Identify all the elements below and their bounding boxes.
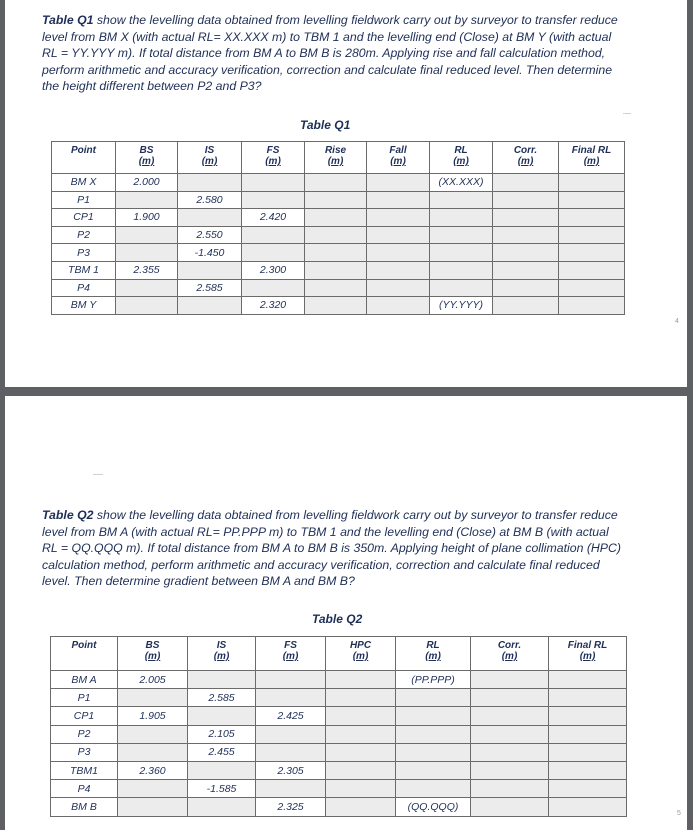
table-row (52, 209, 625, 227)
column-header-title: Rise (324, 145, 347, 156)
table-cell (305, 244, 367, 262)
table-cell (188, 671, 256, 689)
table-cell (471, 798, 549, 816)
table-cell (256, 725, 326, 743)
table-cell (367, 244, 430, 262)
table-cell: TBM1 (51, 761, 118, 779)
column-header (118, 637, 188, 671)
table-cell: 1.905 (118, 707, 188, 725)
question-1-label: Table Q1 (42, 13, 94, 27)
column-header-unit: (m) (201, 156, 218, 167)
column-header-title: Point (71, 145, 96, 156)
table-cell (242, 226, 305, 244)
page-mark (93, 474, 103, 475)
table-cell (305, 261, 367, 279)
table-row (52, 297, 625, 315)
table-cell (305, 226, 367, 244)
question-2-label: Table Q2 (42, 508, 94, 522)
table-cell (116, 226, 178, 244)
column-header-unit: (m) (453, 156, 469, 167)
table-row (52, 226, 625, 244)
table-cell: (QQ.QQQ) (396, 798, 471, 816)
table-cell (305, 191, 367, 209)
table-cell: P1 (52, 191, 116, 209)
column-header-title: FS (266, 145, 280, 156)
question-1-text: show the levelling data obtained from levelling fieldwork carry out by surveyor to transfer reduce level from BM X (with actual RL= XX.XXX m) to TBM 1 and the levelling end (Close) at BM Y (with actual RL = YY.YYY m). If total distance from BM A to BM B is 280m. Applying rise and fall calculation method, perform arithmetic and accuracy verification, correction and calculate final reduced level. Then determine the height different between P2 and P3? (42, 13, 618, 93)
column-header (493, 142, 559, 174)
column-header-unit: (m) (390, 156, 406, 167)
table-cell (178, 297, 242, 315)
table-cell (326, 707, 396, 725)
table-cell (178, 261, 242, 279)
table-cell (396, 707, 471, 725)
table-cell (116, 297, 178, 315)
column-header (188, 637, 256, 671)
column-header-title: RL (454, 145, 468, 156)
column-header (430, 142, 493, 174)
page-number: 4 (675, 318, 679, 325)
table-cell: BM X (52, 174, 116, 192)
table-cell (326, 761, 396, 779)
table-cell (559, 174, 625, 192)
table-cell (367, 297, 430, 315)
table-cell (493, 174, 559, 192)
table-cell (559, 297, 625, 315)
table-cell (118, 725, 188, 743)
table-cell (116, 244, 178, 262)
table-cell: 1.900 (116, 209, 178, 227)
column-header-unit: (m) (425, 651, 441, 662)
table-cell: 2.000 (116, 174, 178, 192)
table-cell (471, 743, 549, 761)
table-q2 (50, 636, 627, 817)
table-cell (471, 725, 549, 743)
table-cell (242, 174, 305, 192)
table-cell (326, 671, 396, 689)
table-cell: TBM 1 (52, 261, 116, 279)
table-cell: P1 (51, 689, 118, 707)
table-cell (493, 279, 559, 297)
table-cell: 2.455 (188, 743, 256, 761)
table-cell (549, 743, 627, 761)
table-cell (396, 780, 471, 798)
column-header (256, 637, 326, 671)
table-cell (493, 261, 559, 279)
table-cell (367, 174, 430, 192)
table-cell (256, 689, 326, 707)
table-cell (188, 798, 256, 816)
column-header (549, 637, 627, 671)
table-cell (367, 191, 430, 209)
column-header-title: IS (216, 640, 227, 651)
table-cell (430, 279, 493, 297)
table-cell (326, 743, 396, 761)
document-page-2 (5, 396, 687, 830)
column-header-unit: (m) (517, 156, 534, 167)
table-cell: 2.585 (178, 279, 242, 297)
column-header-title: BS (145, 640, 160, 651)
table-cell (118, 798, 188, 816)
table-cell (471, 780, 549, 798)
column-header (367, 142, 430, 174)
table-cell (549, 725, 627, 743)
table-cell (549, 671, 627, 689)
table-cell (178, 174, 242, 192)
table-cell: BM B (51, 798, 118, 816)
column-header (326, 637, 396, 671)
table-cell (549, 780, 627, 798)
table-row (52, 244, 625, 262)
document-page-1 (5, 0, 687, 387)
question-2-paragraph (42, 507, 627, 590)
table-cell (471, 707, 549, 725)
table-cell: -1.585 (188, 780, 256, 798)
table-cell: 2.360 (118, 761, 188, 779)
column-header (305, 142, 367, 174)
table-cell (396, 761, 471, 779)
table-cell (471, 671, 549, 689)
table-cell (326, 725, 396, 743)
table-cell (118, 780, 188, 798)
table-row (51, 761, 627, 779)
table-cell: BM Y (52, 297, 116, 315)
column-header-unit: (m) (579, 651, 596, 662)
table-cell (430, 191, 493, 209)
table-row (52, 261, 625, 279)
column-header-unit: (m) (501, 651, 518, 662)
column-header-unit: (m) (583, 156, 600, 167)
table-cell (367, 209, 430, 227)
table-row (51, 743, 627, 761)
table-header-row (51, 637, 627, 671)
table-cell (305, 174, 367, 192)
table-cell (493, 226, 559, 244)
table-cell: 2.300 (242, 261, 305, 279)
table-row (51, 689, 627, 707)
table-cell (430, 209, 493, 227)
table-cell (559, 191, 625, 209)
column-header-unit: (m) (282, 651, 299, 662)
table-q1-caption: Table Q1 (300, 118, 351, 132)
table-cell: 2.420 (242, 209, 305, 227)
table-cell (326, 780, 396, 798)
table-cell (471, 689, 549, 707)
table-cell (493, 244, 559, 262)
table-cell (493, 297, 559, 315)
column-header (396, 637, 471, 671)
table-cell: P2 (51, 725, 118, 743)
table-cell (178, 209, 242, 227)
table-cell: 2.580 (178, 191, 242, 209)
table-cell (367, 261, 430, 279)
table-cell (493, 191, 559, 209)
table-row (52, 279, 625, 297)
table-cell: 2.355 (116, 261, 178, 279)
table-cell: CP1 (51, 707, 118, 725)
table-cell (549, 761, 627, 779)
page-number: 5 (677, 810, 681, 817)
column-header-unit: (m) (144, 651, 161, 662)
table-cell: (XX.XXX) (430, 174, 493, 192)
table-cell (118, 689, 188, 707)
column-header-title: RL (426, 640, 440, 651)
column-header (559, 142, 625, 174)
column-header-title: Final RL (571, 145, 612, 156)
column-header (471, 637, 549, 671)
column-header-unit: (m) (213, 651, 230, 662)
table-cell (559, 279, 625, 297)
table-cell (396, 689, 471, 707)
table-cell (396, 725, 471, 743)
table-cell: 2.105 (188, 725, 256, 743)
table-row (51, 671, 627, 689)
table-cell (242, 244, 305, 262)
column-header-unit: (m) (327, 156, 344, 167)
table-row (51, 798, 627, 816)
table-cell: (PP.PPP) (396, 671, 471, 689)
column-header (52, 142, 116, 174)
table-cell (430, 226, 493, 244)
table-row (51, 707, 627, 725)
table-cell: 2.585 (188, 689, 256, 707)
column-header (51, 637, 118, 671)
table-cell (493, 209, 559, 227)
table-cell (559, 226, 625, 244)
table-cell: 2.325 (256, 798, 326, 816)
column-header-title: BS (139, 145, 154, 156)
column-header-title: HPC (349, 640, 372, 651)
table-cell: 2.550 (178, 226, 242, 244)
table-cell (242, 279, 305, 297)
column-header (178, 142, 242, 174)
table-cell: 2.305 (256, 761, 326, 779)
column-header-unit: (m) (265, 156, 281, 167)
table-cell (471, 761, 549, 779)
table-cell (256, 743, 326, 761)
column-header (116, 142, 178, 174)
table-cell: P4 (52, 279, 116, 297)
table-cell: P3 (51, 743, 118, 761)
table-cell (305, 279, 367, 297)
column-header-unit: (m) (352, 651, 369, 662)
table-cell: CP1 (52, 209, 116, 227)
table-cell: 2.320 (242, 297, 305, 315)
table-row (51, 780, 627, 798)
table-q2-caption: Table Q2 (312, 612, 363, 626)
table-cell: P2 (52, 226, 116, 244)
table-cell (430, 261, 493, 279)
table-cell (396, 743, 471, 761)
question-2-text: show the levelling data obtained from levelling fieldwork carry out by surveyor to transfer reduce level from BM A (with actual RL= PP.PPP m) to TBM 1 and the levelling end (Close) at BM B (with actual RL = QQ.QQQ m). If total distance from BM A to BM B is 350m. Applying height of plane collimation (HPC) calculation method, perform arithmetic and accuracy verification, correction and calculate final reduced level. Then determine gradient between BM A and BM B? (42, 508, 621, 588)
table-cell (305, 209, 367, 227)
table-cell (367, 226, 430, 244)
table-cell (256, 671, 326, 689)
table-cell (305, 297, 367, 315)
column-header-title: Fall (389, 145, 407, 156)
table-cell (549, 689, 627, 707)
table-cell (367, 279, 430, 297)
table-row (51, 725, 627, 743)
table-cell (188, 707, 256, 725)
table-q1 (51, 141, 625, 315)
table-cell: (YY.YYY) (430, 297, 493, 315)
column-header-title: IS (204, 145, 215, 156)
column-header-title: FS (284, 640, 297, 651)
table-cell (116, 191, 178, 209)
table-cell: P3 (52, 244, 116, 262)
table-cell (559, 261, 625, 279)
table-cell: 2.425 (256, 707, 326, 725)
table-cell (559, 209, 625, 227)
table-cell: 2.005 (118, 671, 188, 689)
table-cell (326, 689, 396, 707)
page-mark (623, 113, 631, 114)
column-header-unit: (m) (138, 156, 155, 167)
table-row (52, 191, 625, 209)
table-cell (256, 780, 326, 798)
table-cell (242, 191, 305, 209)
table-cell (188, 761, 256, 779)
table-cell: BM A (51, 671, 118, 689)
column-header-title: Point (71, 640, 97, 651)
table-row (52, 174, 625, 192)
table-cell (549, 707, 627, 725)
table-header-row (52, 142, 625, 174)
column-header-title: Final RL (567, 640, 608, 651)
column-header-title: Corr. (497, 640, 522, 651)
table-cell (559, 244, 625, 262)
table-cell (549, 798, 627, 816)
table-cell (116, 279, 178, 297)
table-cell (326, 798, 396, 816)
table-cell (430, 244, 493, 262)
table-cell: -1.450 (178, 244, 242, 262)
question-1-paragraph (42, 12, 627, 95)
column-header (242, 142, 305, 174)
table-cell (118, 743, 188, 761)
table-cell: P4 (51, 780, 118, 798)
column-header-title: Corr. (513, 145, 538, 156)
